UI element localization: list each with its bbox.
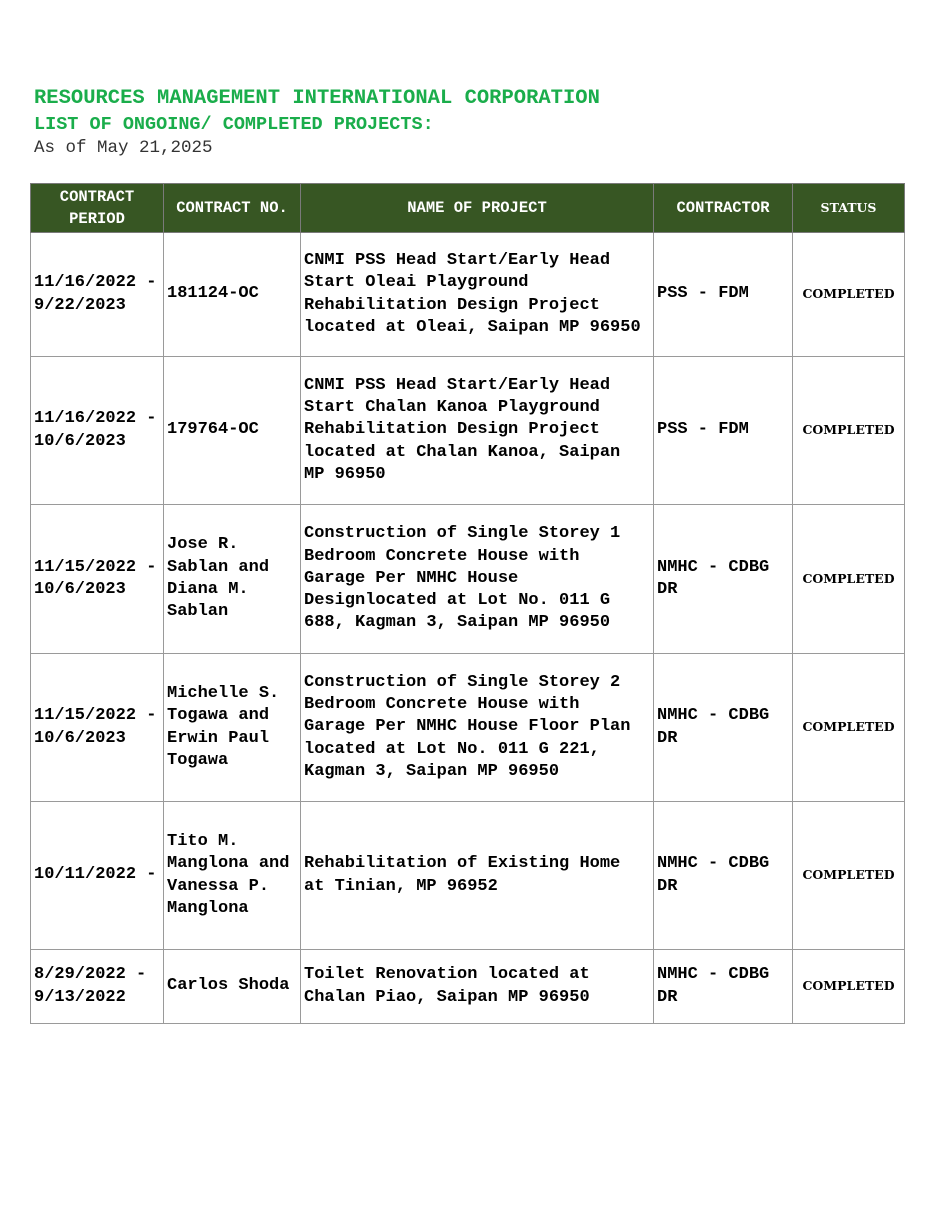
cell-project-name: Construction of Single Storey 2 Bedroom Concrete House with Garage Per NMHC House Floor Plan located at Lot No. 011 G 221, Kagman 3, Saipan MP 96950 (301, 654, 654, 802)
table-row (31, 357, 905, 505)
table-row (31, 233, 905, 357)
cell-status: COMPLETED (793, 802, 905, 950)
cell-contract-period: 10/11/2022 - (31, 802, 164, 950)
cell-project-name: Rehabilitation of Existing Home at Tinian, MP 96952 (301, 802, 654, 950)
cell-status: COMPLETED (793, 505, 905, 654)
cell-contract-no: 181124-OC (164, 233, 301, 357)
projects-table (30, 183, 905, 1024)
cell-project-name: Construction of Single Storey 1 Bedroom Concrete House with Garage Per NMHC House Designlocated at Lot No. 011 G 688, Kagman 3, Saipan MP 96950 (301, 505, 654, 654)
company-name: RESOURCES MANAGEMENT INTERNATIONAL CORPORATION (34, 87, 600, 110)
cell-contractor: NMHC - CDBG DR (654, 950, 793, 1024)
cell-contract-no: 179764-OC (164, 357, 301, 505)
cell-contract-no: Carlos Shoda (164, 950, 301, 1024)
cell-status: COMPLETED (793, 950, 905, 1024)
list-title: LIST OF ONGOING/ COMPLETED PROJECTS: (34, 114, 434, 135)
table-row (31, 802, 905, 950)
cell-contract-period: 8/29/2022 - 9/13/2022 (31, 950, 164, 1024)
cell-contractor: NMHC - CDBG DR (654, 654, 793, 802)
table-header-row (31, 184, 905, 233)
as-of-date: As of May 21,2025 (34, 138, 213, 158)
cell-contractor: NMHC - CDBG DR (654, 505, 793, 654)
column-header-status: STATUS (793, 184, 905, 233)
cell-contract-period: 11/15/2022 - 10/6/2023 (31, 654, 164, 802)
table-row (31, 505, 905, 654)
cell-contract-no: Michelle S. Togawa and Erwin Paul Togawa (164, 654, 301, 802)
column-header-contractor: CONTRACTOR (654, 184, 793, 233)
cell-status: COMPLETED (793, 654, 905, 802)
cell-contract-period: 11/16/2022 - 10/6/2023 (31, 357, 164, 505)
column-header-project-name: NAME OF PROJECT (301, 184, 654, 233)
cell-contractor: PSS - FDM (654, 357, 793, 505)
cell-project-name: Toilet Renovation located at Chalan Piao, Saipan MP 96950 (301, 950, 654, 1024)
column-header-contract-no: CONTRACT NO. (164, 184, 301, 233)
column-header-contract-period: CONTRACT PERIOD (31, 184, 164, 233)
document-header (34, 86, 600, 159)
table-row (31, 950, 905, 1024)
cell-contract-period: 11/15/2022 - 10/6/2023 (31, 505, 164, 654)
table-row (31, 654, 905, 802)
cell-status: COMPLETED (793, 357, 905, 505)
cell-status: COMPLETED (793, 233, 905, 357)
cell-contract-no: Tito M. Manglona and Vanessa P. Manglona (164, 802, 301, 950)
cell-contractor: NMHC - CDBG DR (654, 802, 793, 950)
cell-contract-period: 11/16/2022 - 9/22/2023 (31, 233, 164, 357)
cell-project-name: CNMI PSS Head Start/Early Head Start Oleai Playground Rehabilitation Design Project located at Oleai, Saipan MP 96950 (301, 233, 654, 357)
cell-project-name: CNMI PSS Head Start/Early Head Start Chalan Kanoa Playground Rehabilitation Design Project located at Chalan Kanoa, Saipan MP 96950 (301, 357, 654, 505)
cell-contract-no: Jose R. Sablan and Diana M. Sablan (164, 505, 301, 654)
cell-contractor: PSS - FDM (654, 233, 793, 357)
